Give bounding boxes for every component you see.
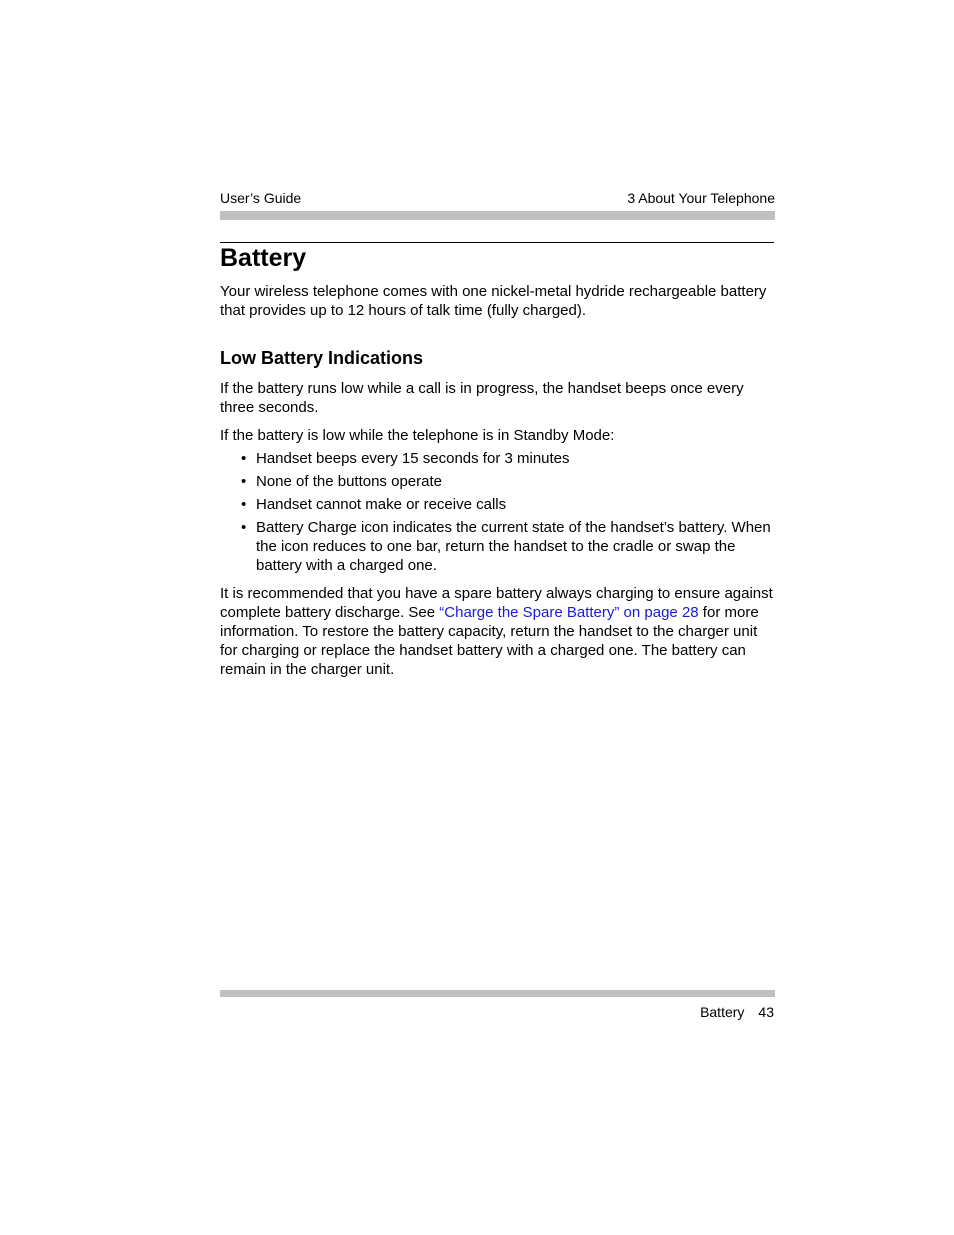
bullet-icon: • (241, 519, 247, 536)
bullet-icon: • (241, 450, 247, 467)
standby-low-paragraph: If the battery is low while the telephone is in Standby Mode: (220, 427, 615, 444)
header-guide-title: User’s Guide (220, 190, 302, 206)
header-chapter-title: 3 About Your Telephone (627, 190, 775, 206)
low-battery-list (220, 449, 775, 575)
call-low-paragraph: If the battery runs low while a call is in progress, the handset beeps once every three seconds. (220, 380, 744, 416)
intro-paragraph: Your wireless telephone comes with one nickel-metal hydride rechargeable battery that provides up to 12 hours of talk time (fully charged). (220, 283, 767, 319)
running-header (220, 189, 775, 207)
document-page (220, 0, 775, 1235)
list-item: • None of the buttons operate (241, 473, 442, 490)
charge-spare-battery-link[interactable]: “Charge the Spare Battery” on page 28 (439, 604, 699, 621)
section-heading: Low Battery Indications (220, 348, 424, 368)
bullet-icon: • (241, 473, 247, 490)
page-title: Battery (220, 244, 307, 272)
recommendation-paragraph: It is recommended that you have a spare battery always charging to ensure against complete battery discharge. See “Charge the Spare Battery” on page 28 for more information. To restore the battery capacity, return the handset to the charger unit for charging or replace the handset battery with a charged one. The battery can remain in the charger unit. (220, 585, 773, 678)
header-divider-bar (220, 211, 775, 220)
page-content (220, 282, 775, 679)
list-item: • Battery Charge icon indicates the current state of the handset’s battery. When the icon reduces to one bar, return the handset to the cradle or swap the battery with a charged one. (241, 519, 771, 574)
list-item: • Handset cannot make or receive calls (241, 496, 507, 513)
bullet-icon: • (241, 496, 247, 513)
footer-divider-bar (220, 990, 775, 997)
running-footer (700, 1003, 774, 1021)
footer-section-title: Battery (700, 1004, 745, 1020)
page-number: 43 (758, 1004, 774, 1020)
list-item: • Handset beeps every 15 seconds for 3 minutes (241, 450, 570, 467)
